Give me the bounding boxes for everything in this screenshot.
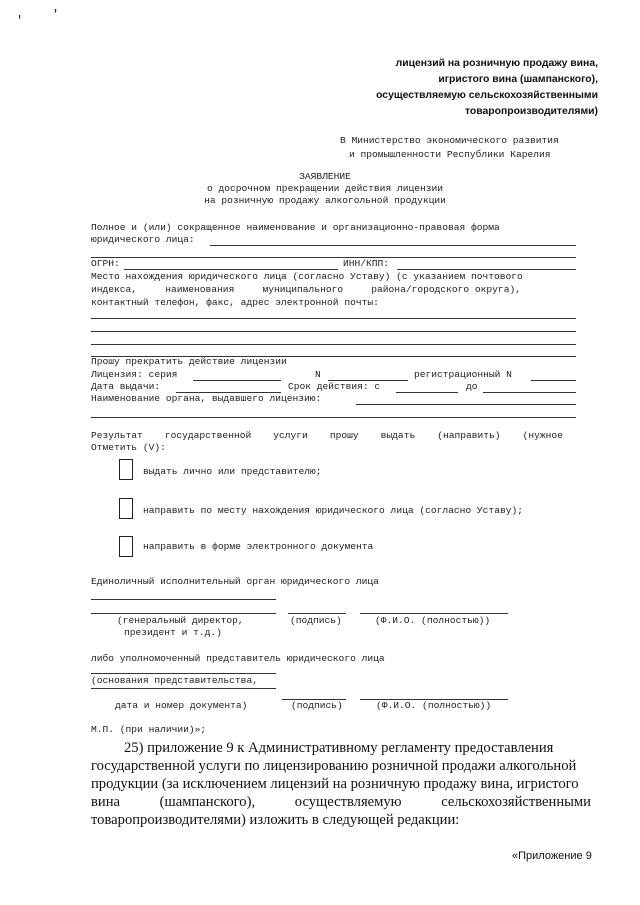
registration-number-label: регистрационный N bbox=[414, 369, 512, 380]
ogrn-field[interactable] bbox=[124, 269, 338, 270]
signature2-caption: (подпись) bbox=[291, 700, 343, 711]
issue-date-label: Дата выдачи: bbox=[91, 381, 161, 392]
signature-caption: (подпись) bbox=[290, 615, 342, 626]
license-number-label: N bbox=[315, 369, 321, 380]
executive-label: Единоличный исполнительный орган юридического лица bbox=[91, 576, 379, 587]
issuer-field-extra[interactable] bbox=[91, 417, 576, 418]
form-subtitle: о досрочном прекращении действия лицензии bbox=[206, 183, 444, 194]
appendix-label: «Приложение 9 bbox=[512, 850, 592, 862]
word: (нужное bbox=[522, 430, 563, 441]
inn-label: ИНН/КПП: bbox=[343, 258, 390, 269]
word: услуги bbox=[273, 430, 308, 441]
form-title: ЗАЯВЛЕНИЕ bbox=[299, 171, 351, 182]
header-line: лицензий на розничную продажу вина, bbox=[395, 58, 598, 69]
body-line: товаропроизводителями) изложить в следующей редакции: bbox=[91, 812, 460, 828]
validity-from-field[interactable] bbox=[396, 392, 458, 393]
body-line bbox=[91, 794, 591, 811]
basis-caption: (основания представительства, bbox=[91, 675, 258, 686]
validity-to-label: до bbox=[466, 381, 478, 392]
representative-field[interactable] bbox=[91, 673, 276, 674]
option-label: направить в форме электронного документа bbox=[143, 541, 374, 552]
result-label: Отметить (V): bbox=[91, 442, 166, 453]
scan-mark: ' bbox=[52, 8, 60, 22]
body-line: 25) приложение 9 к Административному регламенту предоставления bbox=[124, 740, 554, 756]
header-line: игристого вина (шампанского), bbox=[438, 74, 598, 85]
full-name-field[interactable] bbox=[360, 613, 508, 614]
option-label: выдать лично или представителю; bbox=[143, 466, 322, 477]
name-field-extra[interactable] bbox=[91, 257, 576, 258]
license-series-label: Лицензия: серия bbox=[91, 369, 178, 380]
body-line: государственной услуги по лицензированию розничной продажи алкогольной bbox=[91, 758, 577, 774]
form-subtitle: на розничную продажу алкогольной продукции bbox=[204, 195, 446, 206]
inn-field[interactable] bbox=[397, 269, 576, 270]
word: муниципального bbox=[262, 284, 344, 295]
word: прошу bbox=[329, 430, 359, 441]
issuer-field[interactable] bbox=[356, 404, 576, 405]
word: (направить) bbox=[437, 430, 501, 441]
location-label: Место нахождения юридического лица (согласно Уставу) (с указанием почтового bbox=[91, 271, 523, 282]
word: государственной bbox=[164, 430, 252, 441]
word: наименования bbox=[165, 284, 235, 295]
name-field[interactable] bbox=[210, 245, 576, 246]
full-name2-caption: (Ф.И.О. (полностью)) bbox=[376, 700, 492, 711]
word: выдать bbox=[380, 430, 416, 441]
addressee-line: и промышленности Республики Карелия bbox=[349, 149, 551, 160]
signature-field[interactable] bbox=[288, 613, 346, 614]
word: (шампанского), bbox=[159, 794, 256, 810]
option-checkbox-electronic[interactable] bbox=[119, 536, 133, 557]
scan-mark: ' bbox=[16, 14, 24, 28]
location-label bbox=[91, 284, 521, 295]
header-line: товаропроизводителями) bbox=[464, 106, 598, 117]
word: Результат bbox=[91, 430, 143, 441]
location-label: контактный телефон, факс, адрес электронной почты: bbox=[91, 297, 379, 308]
stamp-label: М.П. (при наличии)»; bbox=[91, 724, 207, 735]
position-field[interactable] bbox=[91, 613, 276, 614]
address-field[interactable] bbox=[91, 318, 576, 319]
word: индекса, bbox=[91, 284, 138, 295]
option-label: направить по месту нахождения юридического лица (согласно Уставу); bbox=[143, 505, 523, 516]
word: сельскохозяйственными bbox=[441, 794, 591, 810]
ogrn-label: ОГРН: bbox=[91, 258, 120, 269]
header-line: осуществляемую сельскохозяйственными bbox=[376, 90, 598, 101]
name-label: юридического лица: bbox=[91, 234, 195, 245]
position-caption: президент и т.д.) bbox=[124, 627, 222, 638]
request-label: Прошу прекратить действие лицензии bbox=[91, 356, 287, 367]
license-series-field[interactable] bbox=[193, 380, 281, 381]
full-name-caption: (Ф.И.О. (полностью)) bbox=[375, 615, 491, 626]
basis-field[interactable] bbox=[91, 688, 276, 689]
position-caption: (генеральный директор, bbox=[117, 615, 244, 626]
address-field[interactable] bbox=[91, 344, 576, 345]
option-checkbox-in-person[interactable] bbox=[119, 459, 133, 480]
option-checkbox-by-mail[interactable] bbox=[119, 498, 133, 519]
name-label: Полное и (или) сокращенное наименование и организационно-правовая форма bbox=[91, 222, 500, 233]
body-line: продукции (за исключением лицензий на розничную продажу вина, игристого bbox=[91, 776, 579, 792]
word: вина bbox=[91, 794, 120, 810]
executive-field[interactable] bbox=[91, 599, 276, 600]
word: района/городского округа), bbox=[371, 284, 521, 295]
result-label bbox=[91, 430, 563, 441]
address-field[interactable] bbox=[91, 331, 576, 332]
issuer-label: Наименование органа, выдавшего лицензию: bbox=[91, 393, 322, 404]
validity-label: Срок действия: с bbox=[288, 381, 381, 392]
validity-to-field[interactable] bbox=[483, 392, 576, 393]
document-caption: дата и номер документа) bbox=[115, 700, 248, 711]
addressee-line: В Министерство экономического развития bbox=[340, 135, 559, 146]
registration-number-field[interactable] bbox=[531, 380, 576, 381]
word: осуществляемую bbox=[294, 794, 402, 810]
representative-label: либо уполномоченный представитель юридического лица bbox=[91, 653, 385, 664]
